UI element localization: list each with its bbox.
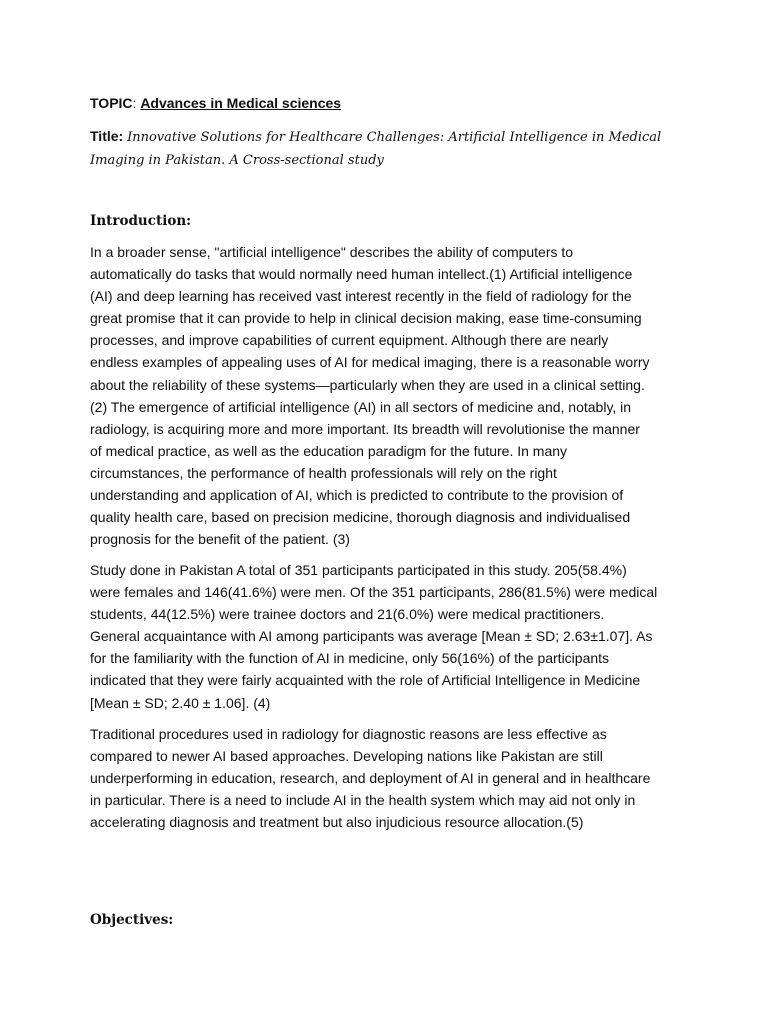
title-line: Imaging in Pakistan. A Cross-sectional study (90, 152, 384, 168)
paragraph (90, 723, 690, 833)
paragraph-line: Study done in Pakistan A total of 351 participants participated in this study. 205(58.4%) (90, 562, 627, 578)
title-block (90, 125, 690, 172)
introduction-heading: Introduction: (90, 213, 192, 229)
paragraph-line: General acquaintance with AI among participants was average [Mean ± SD; 2.63±1.07]. As (90, 628, 653, 645)
paragraph-line: accelerating diagnosis and treatment but also injudicious resource allocation.(5) (90, 814, 584, 831)
paragraph-line: prognosis for the benefit of the patient. (3) (90, 531, 350, 548)
paragraph-line: students, 44(12.5%) were trainee doctors and 21(6.0%) were medical practitioners. (90, 606, 605, 623)
paragraph-line: were females and 146(41.6%) were men. Of the 351 participants, 286(81.5%) were medical (90, 584, 658, 601)
paragraph-line: about the reliability of these systems—particularly when they are used in a clinical setting. (90, 376, 645, 393)
paragraph-line: (AI) and deep learning has received vast interest recently in the field of radiology for the (90, 288, 632, 305)
paragraph-line: of medical practice, as well as the education paradigm for the future. In many (90, 442, 568, 459)
paragraph-line: [Mean ± SD; 2.40 ± 1.06]. (4) (90, 694, 271, 711)
paragraph-line: compared to newer AI based approaches. Developing nations like Pakistan are still (90, 748, 603, 765)
paragraph-line: understanding and application of AI, which is predicted to contribute to the provision of (90, 487, 624, 504)
paragraph-line: underperforming in education, research, and deployment of AI in general and in healthcare (90, 770, 651, 787)
title-line (90, 125, 690, 150)
topic-line (90, 94, 341, 112)
paragraph-line: (2) The emergence of artificial intelligence (AI) in all sectors of medicine and, notably, in (90, 398, 632, 415)
paragraph-line: great promise that it can provide to help in clinical decision making, ease time-consuming (90, 310, 642, 327)
paragraph-line: indicated that they were fairly acquainted with the role of Artificial Intelligence in Medicine (90, 672, 641, 689)
paragraph-line: circumstances, the performance of health professionals will rely on the right (90, 464, 557, 481)
paragraph-line: radiology, is acquiring more and more important. Its breadth will revolutionise the manner (90, 420, 640, 437)
title-text: Innovative Solutions for Healthcare Challenges: Artificial Intelligence in Medical (127, 130, 662, 145)
topic-label: TOPIC (90, 95, 133, 111)
paragraph-line: endless examples of appealing uses of AI for medical imaging, there is a reasonable worry (90, 354, 650, 371)
paragraph-line: processes, and improve capabilities of current equipment. Although there are nearly (90, 332, 609, 349)
paragraph-line: in particular. There is a need to include AI in the health system which may aid not only in (90, 792, 636, 809)
paragraph-line: In a broader sense, "artificial intelligence" describes the ability of computers to (90, 244, 574, 260)
paragraph-line: Traditional procedures used in radiology for diagnostic reasons are less effective as (90, 726, 607, 742)
topic-value: Advances in Medical sciences (140, 95, 342, 111)
paragraph (90, 559, 690, 714)
paragraph (90, 241, 690, 550)
paragraph-line: quality health care, based on precision medicine, thorough diagnosis and individualised (90, 509, 631, 526)
paragraph-line: automatically do tasks that would normally need human intellect.(1) Artificial intelligence (90, 266, 633, 283)
paragraph-line: for the familiarity with the function of AI in medicine, only 56(16%) of the participants (90, 650, 610, 667)
objectives-heading: Objectives: (90, 912, 174, 928)
topic-separator: : (132, 95, 141, 111)
title-label: Title: (90, 128, 124, 144)
